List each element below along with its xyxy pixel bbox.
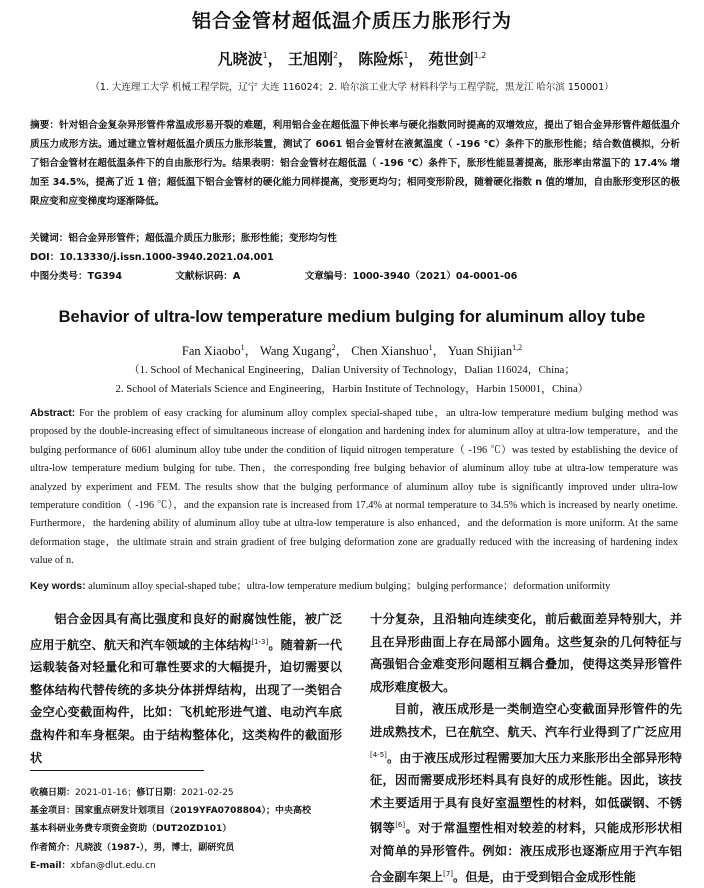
author-affil-sup: 1 — [403, 51, 409, 60]
email-address[interactable]: xbfan@dlut.edu.cn — [70, 860, 156, 871]
paragraph-text: 。但是，由于受到铝合金成形性能 — [453, 869, 636, 884]
paragraph-text: 。由于液压成形过程需要加大压力来胀形出全部异形特征，因而需要成形坯料具有良好的成形性能。因此，该技术主要适用于具有良好室温塑性的材料，如低碳钢、不锈钢等 — [370, 750, 682, 836]
doi: DOI：10.13330/j.issn.1000-3940.2021.04.001 — [30, 252, 274, 263]
author-affil-sup: 2 — [331, 342, 336, 352]
clc-number: 中图分类号：TG394 — [30, 271, 123, 282]
chinese-authors — [0, 48, 704, 69]
author-affil-sup: 1,2 — [473, 51, 487, 60]
author-separator: ， — [244, 344, 258, 358]
author-bio-line — [30, 839, 350, 857]
author-name: 苑世剑 — [428, 50, 474, 68]
author-separator: ， — [338, 50, 354, 68]
english-affiliation-2: 2. School of Materials Science and Engineering，Harbin Institute of Technology，Harbin 150001，China） — [115, 383, 589, 395]
email-label: E-mail： — [30, 860, 71, 871]
english-keywords — [30, 577, 690, 592]
keywords-text: 铝合金异形管件；超低温介质压力胀形；胀形性能；变形均匀性 — [68, 233, 337, 244]
document-code: 文献标识码：A — [175, 271, 241, 282]
chinese-affiliation: （1. 大连理工大学 机械工程学院，辽宁 大连 116024；2. 哈尔滨工业大学 材料科学与工程学院，黑龙江 哈尔滨 150001） — [90, 82, 614, 93]
author-bio-label: 作者简介： — [30, 842, 76, 853]
keywords-label: 关键词： — [30, 233, 69, 244]
chinese-abstract — [30, 116, 680, 211]
email-line — [30, 857, 350, 875]
abstract-label: Abstract: — [30, 408, 76, 419]
keywords-text: aluminum alloy special-shaped tube；ultra-low temperature medium bulging；bulging performance；deformation uniformity — [88, 581, 611, 592]
author-separator: ， — [432, 344, 446, 358]
english-affiliation-1: （1. School of Mechanical Engineering，Dalian University of Technology，Dalian 116024，China； — [128, 364, 576, 376]
chinese-title: 铝合金管材超低温介质压力胀形行为 — [191, 10, 512, 32]
keywords-label: Key words: — [30, 581, 86, 592]
footnote-divider — [30, 770, 204, 771]
citation: [4-5] — [370, 750, 387, 759]
received-date: 2021-01-16 — [75, 788, 128, 798]
author-name: 凡晓波 — [217, 50, 263, 68]
citation: [7] — [443, 869, 454, 878]
classification-line — [30, 268, 690, 282]
body-left-column — [30, 608, 342, 769]
body-paragraph — [370, 608, 682, 698]
author-affil-sup: 2 — [332, 51, 339, 60]
paragraph-text: 。随着新一代运载装备对轻量化和可靠性要求的大幅提升，迫切需要以整体结构代替传统的多块分体拼焊结构，出现了一类铝合金空心变截面构件，比如：飞机蛇形进气道、电动汽车底盘构件和车身框架。由于结构整体化，这类构件的截面形状 — [30, 637, 343, 765]
body-paragraph — [30, 608, 342, 769]
paragraph-text: 铝合金因具有高比强度和良好的耐腐蚀性能，被广泛应用于航空、航天和汽车领域的主体结构 — [30, 612, 342, 652]
author-name: Fan Xiaobo — [181, 344, 241, 358]
author-separator: ， — [408, 50, 424, 68]
citation: [6] — [395, 821, 406, 830]
author-separator: ， — [267, 50, 283, 68]
author-bio: 凡晓波（1987-），男，博士，副研究员 — [75, 842, 235, 853]
footnotes — [30, 784, 350, 875]
author-affil-sup: 1 — [428, 342, 433, 352]
author-separator: ， — [335, 344, 349, 358]
author-name: Yuan Shijian — [447, 344, 513, 358]
article-number: 文章编号：1000-3940（2021）04-0001-06 — [304, 271, 518, 282]
body-paragraph — [370, 698, 682, 888]
citation: [1-3] — [251, 637, 269, 646]
author-name: Chen Xianshuo — [351, 344, 429, 358]
abstract-text: 针对铝合金复杂异形管件常温成形易开裂的难题，利用铝合金在超低温下伸长率与硬化指数同时提高的双增效应，提出了铝合金异形管件超低温介质压力成形方法。通过建立管材超低温介质压力胀形装置，测试了 6061 铝合金管材在液氮温度（ -196 ℃）条件下的胀形性能；结合数值模拟，分析了铝合金管材在超低温条件下的自由胀形行为。结果表明：铝合金管材在超低温（ -196 ℃）条件下，胀形性能显著提高，胀形率由常温下的 17.4% 增加至 34.5%，提高了近 1 倍；超低温下铝合金管材的硬化能力同样提高，变形更均匀；相同变形阶段，随着硬化指数 n 值的增加，自由胀形变形区的极限应变和应变梯度均逐渐降低。 — [30, 120, 680, 207]
received-line: 收稿日期：2021-01-16；修订日期：2021-02-25 — [30, 788, 234, 798]
english-abstract — [30, 405, 678, 571]
author-name: Wang Xugang — [260, 344, 332, 358]
author-name: 王旭刚 — [287, 50, 333, 68]
fund-line — [30, 802, 350, 820]
paragraph-text: 。对于常温塑性相对较差的材料，只能成形形状相对简单的异形管件。例如：液压成形也逐渐应用于汽车铝合金副车架上 — [370, 821, 683, 884]
chinese-keywords — [30, 230, 337, 244]
author-affil-sup: 1 — [240, 342, 245, 352]
english-authors — [0, 341, 704, 359]
author-affil-sup: 1 — [262, 51, 268, 60]
abstract-text: For the problem of easy cracking for aluminum alloy complex special-shaped tube，an ultra-low temperature medium bulging method was proposed by the double-increasing effect of simultaneous increase of elongation and hardening index for aluminum alloy at ultra-low temperature，and the bulging performance of 6061 aluminum alloy tube under the condition of liquid nitrogen temperature（ -196 ℃）was tested by establishing the device of ultra-low temperature medium bulging for tube. Then，the corresponding free bulging behavior of aluminum alloy tube at ultra-low temperature was analyzed by experiment and FEM. The results show that the bulging performance of aluminum alloy tube is significantly improved under ultra-low temperature condition（ -196 ℃），and the expansion rate is increased from 17.4% at normal temperature to 34.5% which is increased by nearly onetime. Furthermore，the hardening ability of aluminum alloy tube at ultra-low temperature is also enhanced，and the deformation is more uniform. At the same deformation stage，the ultimate strain and strain gradient of free bulging deformation zone are gradually reduced with the increasing of hardening index value of n. — [30, 408, 678, 567]
fund-text: 国家重点研发计划项目（2019YFA0708804）；中央高校 — [75, 806, 311, 817]
fund-label: 基金项目： — [30, 806, 76, 817]
revised-date: 2021-02-25 — [181, 788, 234, 798]
author-affil-sup: 1,2 — [512, 342, 523, 352]
body-right-column — [370, 608, 682, 888]
author-name: 陈险烁 — [358, 50, 404, 68]
revised-label: 修订日期： — [136, 788, 182, 798]
abstract-label: 摘要： — [30, 120, 60, 131]
paragraph-text: 十分复杂，且沿轴向连续变化，前后截面差异特别大，并且在异形曲面上存在局部小圆角。这些复杂的几何特征与高强铝合金难变形问题相互耦合叠加，使得这类异形管件成形难度极大。 — [370, 612, 682, 694]
english-title: Behavior of ultra-low temperature medium bulging for aluminum alloy tube — [58, 308, 646, 326]
paragraph-text: 目前，液压成形是一类制造空心变截面异形管件的先进成熟技术，已在航空、航天、汽车行业得到了广泛应用 — [370, 702, 682, 739]
fund-line-continued: 基本科研业务费专项资金资助（DUT20ZD101） — [30, 824, 232, 835]
received-label: 收稿日期： — [30, 788, 76, 798]
